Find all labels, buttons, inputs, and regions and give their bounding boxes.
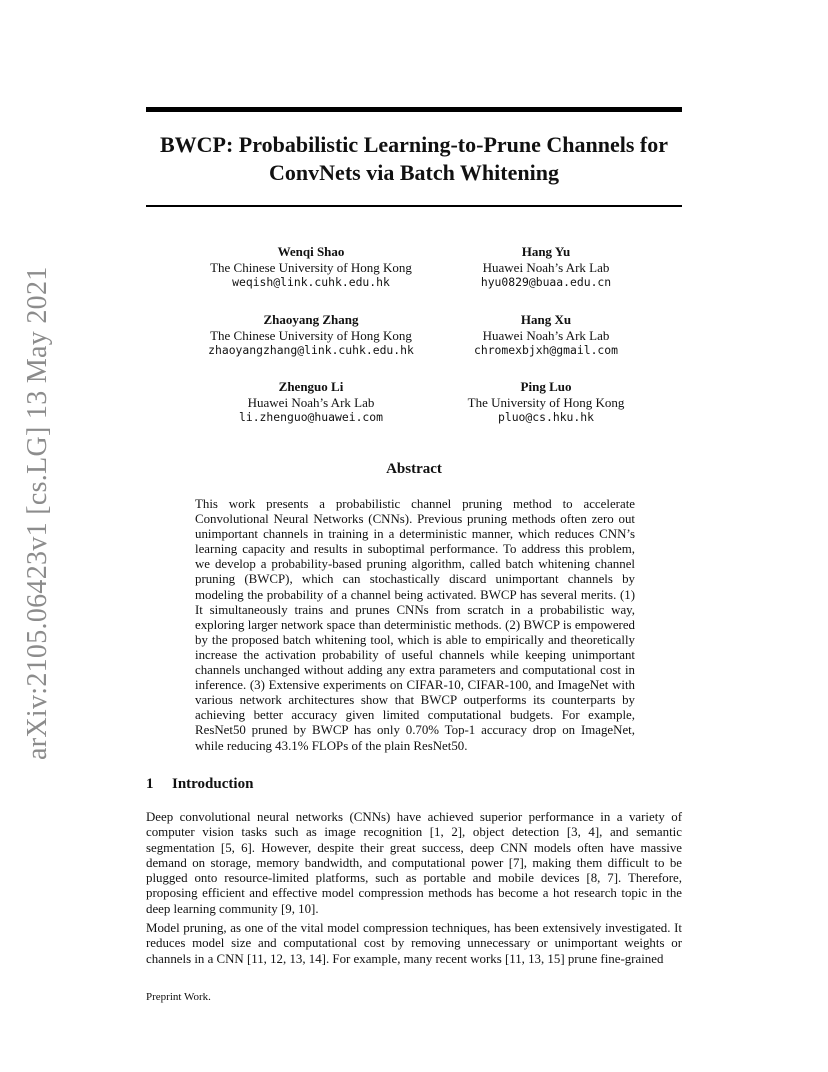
section-heading-introduction bbox=[146, 776, 253, 793]
author-name: Wenqi Shao bbox=[277, 244, 345, 259]
author-block bbox=[186, 379, 436, 426]
section-number: 1 bbox=[146, 776, 154, 792]
author-name: Zhaoyang Zhang bbox=[263, 312, 359, 327]
title-line-2: ConvNets via Batch Whitening bbox=[269, 160, 559, 185]
author-affiliation: Huawei Noah’s Ark Lab bbox=[482, 327, 610, 343]
author-affiliation: The University of Hong Kong bbox=[467, 394, 625, 410]
abstract-text: This work presents a probabilistic channel pruning method to accelerate Convolutional Neural Networks (CNNs). Previous pruning methods often zero out unimportant channels in training in a deterministic manner, which reduces CNN’s learning capacity and results in suboptimal performance. To address this problem, we develop a probability-based pruning algorithm, called batch whitening channel pruning (BWCP), which can stochastically discard unimportant channels by modeling the probability of a channel being activated. BWCP has several merits. (1) It simultaneously trains and prunes CNNs from scratch in a probabilistic way, exploring larger network space than deterministic methods. (2) BWCP is empowered by the proposed batch whitening tool, which is able to empirically and theoretically increase the activation probability of useful channels while keeping unimportant channels unchanged without adding any extra parameters and computational cost in inference. (3) Extensive experiments on CIFAR-10, CIFAR-100, and ImageNet with various network architectures show that BWCP outperforms its counterparts by achieving better accuracy given limited computational budgets. For example, ResNet50 pruned by BWCP has only 0.70% Top-1 accuracy drop on ImageNet, while reducing 43.1% FLOPs of the plain ResNet50. bbox=[195, 497, 635, 753]
author-email[interactable]: chromexbjxh@gmail.com bbox=[473, 343, 618, 357]
author-email[interactable]: li.zhenguo@huawei.com bbox=[238, 410, 383, 424]
author-block bbox=[186, 244, 436, 291]
intro-paragraph-1: Deep convolutional neural networks (CNNs) have achieved superior performance in a variety of computer vision tasks such as image recognition [1, 2], object detection [3, 4], and semantic segmentation [5, 6]. However, despite their great success, deep CNN models often have massive demand on storage, memory bandwidth, and computational power [7], making them difficult to be plugged onto resource-limited platforms, such as portable and mobile devices [8, 7]. Therefore, proposing efficient and effective model compression methods has become a hot research topic in the deep learning community [9, 10]. bbox=[146, 810, 682, 916]
author-affiliation: Huawei Noah’s Ark Lab bbox=[247, 394, 375, 410]
author-affiliation: The Chinese University of Hong Kong bbox=[210, 327, 412, 343]
author-email[interactable]: pluo@cs.hku.hk bbox=[497, 410, 594, 424]
author-name: Zhenguo Li bbox=[278, 379, 344, 394]
author-block bbox=[426, 312, 666, 359]
author-email[interactable]: weqish@link.cuhk.edu.hk bbox=[232, 275, 390, 289]
abstract-heading: Abstract bbox=[386, 461, 442, 477]
author-affiliation: Huawei Noah’s Ark Lab bbox=[482, 259, 610, 275]
footer-note: Preprint Work. bbox=[146, 991, 211, 1003]
intro-paragraph-2: Model pruning, as one of the vital model compression techniques, has been extensively investigated. It reduces model size and computational cost by removing unnecessary or unimportant weights or channels in a CNN [11, 12, 13, 14]. For example, many recent works [11, 13, 15] prune fine-grained bbox=[146, 921, 682, 966]
author-name: Hang Yu bbox=[521, 244, 571, 259]
author-name: Ping Luo bbox=[520, 379, 572, 394]
author-block bbox=[426, 379, 666, 426]
paper-title bbox=[146, 131, 682, 187]
title-rule-top bbox=[146, 107, 682, 112]
author-email[interactable]: hyu0829@buaa.edu.cn bbox=[480, 275, 612, 289]
title-rule-bottom bbox=[146, 205, 682, 207]
author-block bbox=[426, 244, 666, 291]
author-name: Hang Xu bbox=[520, 312, 572, 327]
author-affiliation: The Chinese University of Hong Kong bbox=[210, 259, 412, 275]
title-line-1: BWCP: Probabilistic Learning-to-Prune Channels for bbox=[159, 132, 669, 157]
arxiv-identifier-stamp: arXiv:2105.06423v1 [cs.LG] 13 May 2021 bbox=[22, 266, 53, 760]
section-title: Introduction bbox=[172, 776, 254, 792]
author-email[interactable]: zhaoyangzhang@link.cuhk.edu.hk bbox=[208, 343, 414, 357]
author-block bbox=[186, 312, 436, 359]
